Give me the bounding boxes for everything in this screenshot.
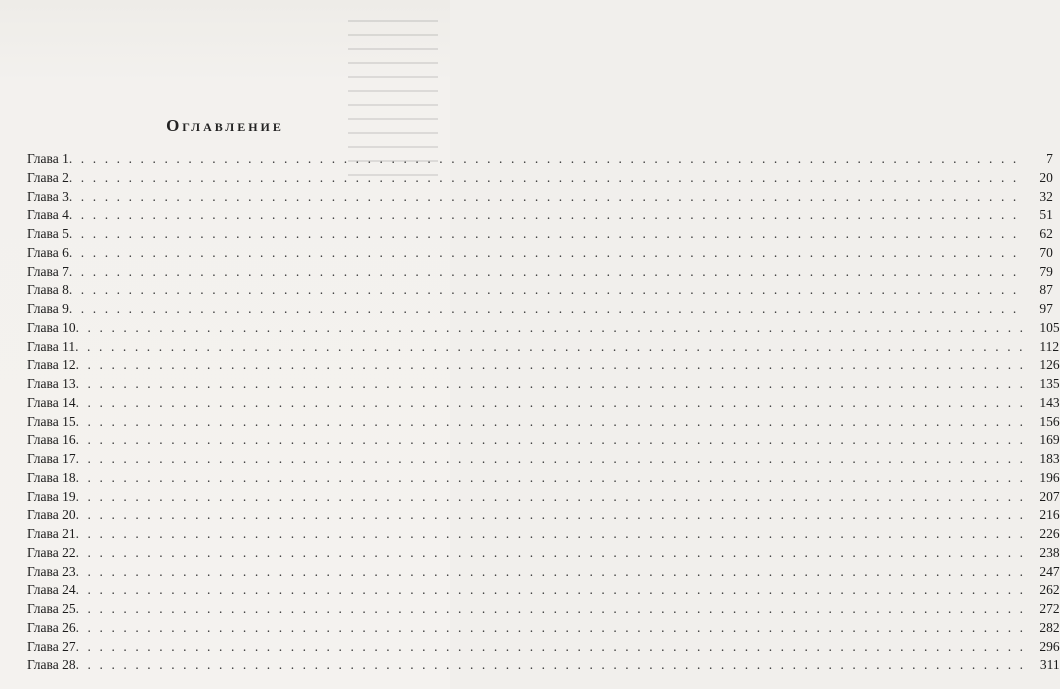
dot-leader: . . . . . . . . . . . . . . . . . . . . . . . . . . . . . . . . . . . . . . . . . . . . . . . . . . . . . . . . . . . . . . . . . . . . . . . . . . . . . . . . (68, 301, 1019, 316)
toc-entry (27, 563, 1060, 582)
toc-entry-label: Глава 17 (27, 451, 76, 466)
toc-entry-page-number: 282 (1039, 619, 1060, 635)
toc-entry (27, 525, 1060, 544)
toc-entry-label: Глава 8 (27, 282, 69, 298)
toc-entry-page-number: 20 (1039, 169, 1053, 185)
toc-entry (27, 281, 1053, 300)
toc-entry (27, 300, 1053, 319)
toc-entry-page-number: 262 (1039, 582, 1060, 598)
toc-entry-page-number: 70 (1039, 244, 1053, 260)
toc-entry-page-number: 196 (1039, 469, 1060, 485)
dot-leader: . . . . . . . . . . . . . . . . . . . . . . . . . . . . . . . . . . . . . . . . . . . . . . . . . . . . . . . . . . . . . . . . . . . . . . . . . . . . . . . . (75, 657, 1026, 673)
dot-leader: . . . . . . . . . . . . . . . . . . . . . . . . . . . . . . . . . . . . . . . . . . . . . . . . . . . . . . . . . . . . . . . . . . . . . . . . . . . . . . . . (75, 544, 1026, 560)
toc-entry-label: Глава 25 (27, 601, 76, 616)
dot-leader: . . . . . . . . . . . . . . . . . . . . . . . . . . . . . . . . . . . . . . . . . . . . . . . . . . . . . . . . . . . . . . . . . . . . . . . . . . . . . . . . (75, 413, 1026, 429)
toc-entry-page-number: 32 (1039, 188, 1053, 204)
toc-entry-page-number: 143 (1039, 394, 1060, 410)
toc-entry (27, 506, 1060, 525)
dot-leader: . . . . . . . . . . . . . . . . . . . . . . . . . . . . . . . . . . . . . . . . . . . . . . . . . . . . . . . . . . . . . . . . . . . . . . . . . . . . . . . . (75, 619, 1026, 635)
dot-leader: . . . . . . . . . . . . . . . . . . . . . . . . . . . . . . . . . . . . . . . . . . . . . . . . . . . . . . . . . . . . . . . . . . . . . . . . . . . . . . . . (75, 376, 1026, 391)
toc-entry-page-number: 247 (1039, 563, 1060, 579)
toc-entry-page-number: 112 (1039, 338, 1060, 354)
toc-entry-label: Глава 4 (27, 207, 69, 223)
toc-entry (27, 225, 1053, 244)
dot-leader: . . . . . . . . . . . . . . . . . . . . . . . . . . . . . . . . . . . . . . . . . . . . . . . . . . . . . . . . . . . . . . . . . . . . . . . . . . . . . . . . (75, 432, 1026, 448)
dot-leader: . . . . . . . . . . . . . . . . . . . . . . . . . . . . . . . . . . . . . . . . . . . . . . . . . . . . . . . . . . . . . . . . . . . . . . . . . . . . . . . . (75, 394, 1026, 410)
toc-entry (27, 544, 1060, 563)
toc-entry-label: Глава 20 (27, 507, 76, 523)
toc-entry-page-number: 156 (1039, 413, 1060, 429)
toc-entry-page-number: 311 (1039, 657, 1060, 673)
dot-leader: . . . . . . . . . . . . . . . . . . . . . . . . . . . . . . . . . . . . . . . . . . . . . . . . . . . . . . . . . . . . . . . . . . . . . . . . . . . . . . . . (75, 638, 1026, 654)
toc-entry-label: Глава 19 (27, 488, 76, 504)
toc-entry-page-number: 7 (1046, 151, 1053, 166)
toc-entry (27, 356, 1060, 375)
dot-leader: . . . . . . . . . . . . . . . . . . . . . . . . . . . . . . . . . . . . . . . . . . . . . . . . . . . . . . . . . . . . . . . . . . . . . . . . . . . . . . . . (75, 319, 1026, 335)
toc-entry-page-number: 226 (1039, 526, 1060, 541)
toc-entry (27, 188, 1053, 207)
toc-entry-page-number: 238 (1039, 544, 1060, 560)
dot-leader: . . . . . . . . . . . . . . . . . . . . . . . . . . . . . . . . . . . . . . . . . . . . . . . . . . . . . . . . . . . . . . . . . . . . . . . . . . . . . . . . (68, 207, 1019, 223)
toc-entry-page-number: 87 (1039, 282, 1053, 298)
dot-leader: . . . . . . . . . . . . . . . . . . . . . . . . . . . . . . . . . . . . . . . . . . . . . . . . . . . . . . . . . . . . . . . . . . . . . . . . . . . . . . . . (68, 226, 1019, 241)
toc-entry (27, 263, 1053, 282)
toc-entry (27, 150, 1053, 169)
dot-leader: . . . . . . . . . . . . . . . . . . . . . . . . . . . . . . . . . . . . . . . . . . . . . . . . . . . . . . . . . . . . . . . . . . . . . . . . . . . . . . . . (75, 338, 1026, 354)
toc-entry-label: Глава 2 (27, 169, 69, 185)
toc-entry-label: Глава 3 (27, 188, 69, 204)
table-of-contents (27, 150, 1060, 675)
toc-entry-page-number: 207 (1039, 488, 1060, 504)
toc-entry-label: Глава 10 (27, 319, 76, 335)
toc-entry-label: Глава 6 (27, 244, 69, 260)
toc-entry-label: Глава 15 (27, 413, 76, 429)
toc-entry-label: Глава 5 (27, 226, 69, 241)
dot-leader: . . . . . . . . . . . . . . . . . . . . . . . . . . . . . . . . . . . . . . . . . . . . . . . . . . . . . . . . . . . . . . . . . . . . . . . . . . . . . . . . (75, 582, 1026, 598)
toc-entry-page-number: 135 (1039, 376, 1060, 391)
toc-entry (27, 469, 1060, 488)
dot-leader: . . . . . . . . . . . . . . . . . . . . . . . . . . . . . . . . . . . . . . . . . . . . . . . . . . . . . . . . . . . . . . . . . . . . . . . . . . . . . . . . (75, 507, 1026, 523)
dot-leader: . . . . . . . . . . . . . . . . . . . . . . . . . . . . . . . . . . . . . . . . . . . . . . . . . . . . . . . . . . . . . . . . . . . . . . . . . . . . . . . . (68, 169, 1019, 185)
toc-entry (27, 244, 1053, 263)
dot-leader: . . . . . . . . . . . . . . . . . . . . . . . . . . . . . . . . . . . . . . . . . . . . . . . . . . . . . . . . . . . . . . . . . . . . . . . . . . . . . . . . (75, 488, 1026, 504)
toc-entry (27, 619, 1060, 638)
toc-entry-label: Глава 24 (27, 582, 76, 598)
toc-entry-label: Глава 7 (27, 263, 69, 279)
dot-leader: . . . . . . . . . . . . . . . . . . . . . . . . . . . . . . . . . . . . . . . . . . . . . . . . . . . . . . . . . . . . . . . . . . . . . . . . . . . . . . . . (68, 244, 1019, 260)
dot-leader: . . . . . . . . . . . . . . . . . . . . . . . . . . . . . . . . . . . . . . . . . . . . . . . . . . . . . . . . . . . . . . . . . . . . . . . . . . . . . . . . (68, 263, 1019, 279)
toc-entry (27, 375, 1060, 394)
toc-entry-label: Глава 27 (27, 638, 76, 654)
toc-entry-label: Глава 26 (27, 619, 76, 635)
dot-leader: . . . . . . . . . . . . . . . . . . . . . . . . . . . . . . . . . . . . . . . . . . . . . . . . . . . . . . . . . . . . . . . . . . . . . . . . . . . . . . . . (68, 188, 1019, 204)
dot-leader: . . . . . . . . . . . . . . . . . . . . . . . . . . . . . . . . . . . . . . . . . . . . . . . . . . . . . . . . . . . . . . . . . . . . . . . . . . . . . . . . (68, 151, 1019, 166)
toc-entry-label: Глава 1 (27, 151, 69, 166)
dot-leader: . . . . . . . . . . . . . . . . . . . . . . . . . . . . . . . . . . . . . . . . . . . . . . . . . . . . . . . . . . . . . . . . . . . . . . . . . . . . . . . . (75, 357, 1026, 373)
toc-entry-page-number: 97 (1039, 301, 1053, 316)
toc-entry (27, 656, 1060, 675)
toc-entry-page-number: 126 (1039, 357, 1060, 373)
toc-entry (27, 394, 1060, 413)
toc-entry-label: Глава 12 (27, 357, 76, 373)
dot-leader: . . . . . . . . . . . . . . . . . . . . . . . . . . . . . . . . . . . . . . . . . . . . . . . . . . . . . . . . . . . . . . . . . . . . . . . . . . . . . . . . (68, 282, 1019, 298)
toc-entry-page-number: 62 (1039, 226, 1053, 241)
toc-entry-page-number: 183 (1039, 451, 1060, 466)
toc-entry (27, 431, 1060, 450)
toc-entry-label: Глава 23 (27, 563, 76, 579)
toc-entry (27, 169, 1053, 188)
toc-entry-label: Глава 16 (27, 432, 76, 448)
toc-entry (27, 450, 1060, 469)
toc-entry-page-number: 296 (1039, 638, 1060, 654)
dot-leader: . . . . . . . . . . . . . . . . . . . . . . . . . . . . . . . . . . . . . . . . . . . . . . . . . . . . . . . . . . . . . . . . . . . . . . . . . . . . . . . . (75, 563, 1026, 579)
toc-entry (27, 338, 1060, 357)
toc-entry-page-number: 272 (1039, 601, 1060, 616)
toc-entry-page-number: 51 (1039, 207, 1053, 223)
toc-entry-page-number: 169 (1039, 432, 1060, 448)
toc-entry (27, 600, 1060, 619)
toc-entry-page-number: 105 (1039, 319, 1060, 335)
toc-entry-label: Глава 14 (27, 394, 76, 410)
toc-entry (27, 319, 1060, 338)
toc-entry-page-number: 79 (1039, 263, 1053, 279)
toc-entry-page-number: 216 (1039, 507, 1060, 523)
dot-leader: . . . . . . . . . . . . . . . . . . . . . . . . . . . . . . . . . . . . . . . . . . . . . . . . . . . . . . . . . . . . . . . . . . . . . . . . . . . . . . . . (75, 526, 1026, 541)
toc-entry-label: Глава 18 (27, 469, 76, 485)
dot-leader: . . . . . . . . . . . . . . . . . . . . . . . . . . . . . . . . . . . . . . . . . . . . . . . . . . . . . . . . . . . . . . . . . . . . . . . . . . . . . . . . (75, 451, 1026, 466)
dot-leader: . . . . . . . . . . . . . . . . . . . . . . . . . . . . . . . . . . . . . . . . . . . . . . . . . . . . . . . . . . . . . . . . . . . . . . . . . . . . . . . . (75, 601, 1026, 616)
toc-entry (27, 206, 1053, 225)
toc-entry-label: Глава 11 (27, 338, 76, 354)
toc-entry-label: Глава 28 (27, 657, 76, 673)
toc-entry (27, 488, 1060, 507)
toc-entry-label: Глава 21 (27, 526, 76, 541)
toc-entry-label: Глава 22 (27, 544, 76, 560)
dot-leader: . . . . . . . . . . . . . . . . . . . . . . . . . . . . . . . . . . . . . . . . . . . . . . . . . . . . . . . . . . . . . . . . . . . . . . . . . . . . . . . . (75, 469, 1026, 485)
page-title: Оглавление (166, 116, 284, 135)
toc-entry (27, 413, 1060, 432)
toc-entry (27, 581, 1060, 600)
toc-entry-label: Глава 13 (27, 376, 76, 391)
toc-entry (27, 638, 1060, 657)
toc-entry-label: Глава 9 (27, 301, 69, 316)
